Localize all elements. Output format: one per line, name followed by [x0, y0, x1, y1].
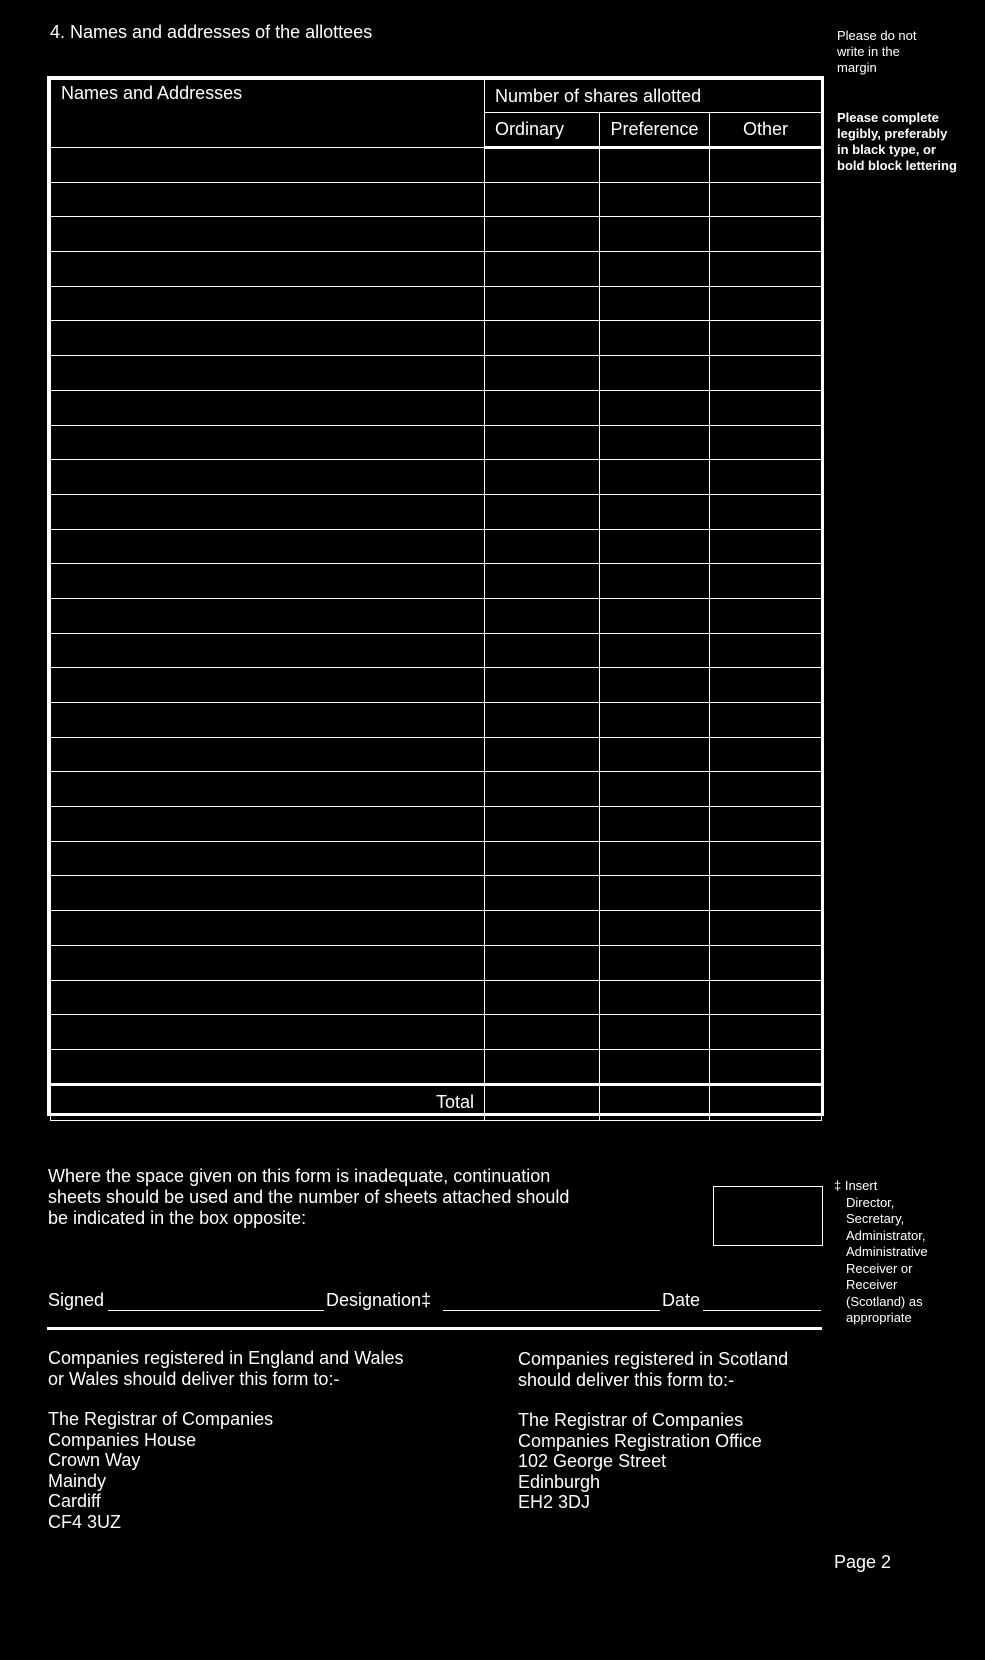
preference-shares-cell[interactable] [600, 564, 710, 599]
ordinary-shares-cell[interactable] [485, 703, 600, 738]
preference-shares-cell[interactable] [600, 911, 710, 946]
allottees-table [50, 79, 822, 1121]
preference-shares-cell[interactable] [600, 980, 710, 1015]
designation-note-line: Secretary, [846, 1211, 905, 1226]
allottee-name-cell[interactable] [51, 807, 485, 842]
ordinary-shares-cell[interactable] [485, 807, 600, 842]
names-addresses-header: Names and Addresses [51, 80, 485, 148]
ordinary-shares-cell[interactable] [485, 217, 600, 252]
signed-label: Signed [48, 1290, 105, 1310]
other-shares-cell[interactable] [710, 841, 822, 876]
preference-shares-cell[interactable] [600, 1015, 710, 1050]
page-number: Page 2 [834, 1552, 892, 1572]
section-divider [47, 1327, 822, 1330]
table-row [51, 529, 822, 564]
address-line: Crown Way [48, 1450, 141, 1470]
ordinary-shares-cell[interactable] [485, 876, 600, 911]
other-shares-cell[interactable] [710, 564, 822, 599]
table-row [51, 286, 822, 321]
allottee-name-cell[interactable] [51, 494, 485, 529]
signed-field[interactable] [108, 1310, 324, 1311]
other-shares-cell[interactable] [710, 356, 822, 391]
other-shares-cell[interactable] [710, 494, 822, 529]
designation-note-line: ‡ Insert [834, 1178, 878, 1193]
preference-shares-cell[interactable] [600, 494, 710, 529]
date-field[interactable] [703, 1310, 821, 1311]
preference-shares-cell[interactable] [600, 529, 710, 564]
designation-field[interactable] [443, 1310, 660, 1311]
instruction-line: Please complete [837, 110, 939, 125]
preference-shares-cell[interactable] [600, 217, 710, 252]
designation-note-line: Receiver or [846, 1260, 913, 1276]
allottee-name-cell[interactable] [51, 668, 485, 703]
preference-shares-cell[interactable] [600, 633, 710, 668]
ordinary-shares-cell[interactable] [485, 460, 600, 495]
preference-shares-cell[interactable] [600, 1049, 710, 1084]
ordinary-shares-cell[interactable] [485, 980, 600, 1015]
table-row [51, 911, 822, 946]
allottee-name-cell[interactable] [51, 1049, 485, 1084]
table-row [51, 841, 822, 876]
ordinary-shares-cell[interactable] [485, 356, 600, 391]
ordinary-shares-cell[interactable] [485, 390, 600, 425]
table-row [51, 356, 822, 391]
ordinary-shares-cell[interactable] [485, 911, 600, 946]
other-shares-cell[interactable] [710, 460, 822, 495]
designation-note-line: Administrator, [846, 1227, 926, 1243]
ordinary-shares-cell[interactable] [485, 529, 600, 564]
other-shares-cell[interactable] [710, 425, 822, 460]
scotland-delivery [518, 1349, 788, 1513]
table-row [51, 425, 822, 460]
margin-note-line: Please do not [837, 28, 917, 43]
allottee-name-cell[interactable] [51, 598, 485, 633]
address-line: CF4 3UZ [48, 1511, 122, 1532]
preference-shares-cell[interactable] [600, 356, 710, 391]
table-row [51, 945, 822, 980]
total-preference-cell[interactable] [600, 1084, 710, 1120]
ordinary-shares-cell[interactable] [485, 1015, 600, 1050]
ordinary-shares-cell[interactable] [485, 945, 600, 980]
allottee-name-cell[interactable] [51, 945, 485, 980]
england-delivery [48, 1348, 404, 1532]
table-row [51, 182, 822, 217]
england-heading-line: or Wales should deliver this form to:- [48, 1368, 340, 1389]
scotland-heading-line: should deliver this form to:- [518, 1369, 735, 1390]
ordinary-shares-cell[interactable] [485, 425, 600, 460]
table-row [51, 668, 822, 703]
other-shares-cell[interactable] [710, 1049, 822, 1084]
instruction-line: legibly, preferably [837, 126, 948, 141]
instruction-line: bold block lettering [837, 158, 957, 173]
ordinary-shares-cell[interactable] [485, 598, 600, 633]
preference-shares-cell[interactable] [600, 321, 710, 356]
total-ordinary-cell[interactable] [485, 1084, 600, 1120]
allottee-name-cell[interactable] [51, 1015, 485, 1050]
designation-note [834, 1178, 984, 1327]
scotland-address [518, 1410, 788, 1513]
table-row [51, 564, 822, 599]
other-shares-cell[interactable] [710, 217, 822, 252]
preference-shares-cell[interactable] [600, 807, 710, 842]
table-row [51, 494, 822, 529]
other-shares-cell[interactable] [710, 807, 822, 842]
address-line: Edinburgh [518, 1471, 601, 1492]
address-line: The Registrar of Companies [518, 1410, 744, 1430]
table-row [51, 1015, 822, 1050]
total-row [51, 1084, 822, 1120]
table-row [51, 876, 822, 911]
continuation-instructions [48, 1166, 648, 1229]
allottee-name-cell[interactable] [51, 148, 485, 183]
ordinary-shares-cell[interactable] [485, 148, 600, 183]
designation-note-line: Administrative [846, 1244, 928, 1259]
table-row [51, 737, 822, 772]
preference-shares-cell[interactable] [600, 945, 710, 980]
ordinary-shares-cell[interactable] [485, 633, 600, 668]
other-shares-cell[interactable] [710, 980, 822, 1015]
date-label: Date [662, 1290, 701, 1310]
preference-shares-cell[interactable] [600, 148, 710, 183]
other-shares-cell[interactable] [710, 529, 822, 564]
address-line: EH2 3DJ [518, 1492, 591, 1512]
ordinary-shares-cell[interactable] [485, 737, 600, 772]
allottee-name-cell[interactable] [51, 772, 485, 807]
table-row [51, 252, 822, 287]
address-line: Cardiff [48, 1491, 101, 1511]
allottee-name-cell[interactable] [51, 182, 485, 217]
preference-shares-cell[interactable] [600, 182, 710, 217]
other-shares-cell[interactable] [710, 390, 822, 425]
england-heading-line: Companies registered in England and Wales [48, 1348, 404, 1368]
other-shares-cell[interactable] [710, 633, 822, 668]
table-row [51, 1049, 822, 1084]
preference-column-header: Preference [600, 113, 710, 148]
other-shares-cell[interactable] [710, 876, 822, 911]
completion-instruction [837, 110, 982, 174]
preference-shares-cell[interactable] [600, 252, 710, 287]
total-other-cell[interactable] [710, 1084, 822, 1120]
ordinary-shares-cell[interactable] [485, 494, 600, 529]
designation-note-line: Receiver [846, 1277, 898, 1292]
other-shares-cell[interactable] [710, 668, 822, 703]
allottee-name-cell[interactable] [51, 876, 485, 911]
table-row [51, 807, 822, 842]
address-line: Companies Registration Office [518, 1430, 762, 1451]
allottee-name-cell[interactable] [51, 356, 485, 391]
other-shares-cell[interactable] [710, 182, 822, 217]
preference-shares-cell[interactable] [600, 668, 710, 703]
allottee-name-cell[interactable] [51, 390, 485, 425]
preference-shares-cell[interactable] [600, 425, 710, 460]
shares-allotted-header: Number of shares allotted [485, 80, 822, 113]
table-row [51, 460, 822, 495]
section-title: 4. Names and addresses of the allottees [50, 22, 373, 42]
margin-note-line: margin [837, 60, 877, 75]
allottee-name-cell[interactable] [51, 911, 485, 946]
preference-shares-cell[interactable] [600, 598, 710, 633]
allottee-name-cell[interactable] [51, 252, 485, 287]
margin-note-line: write in the [837, 44, 900, 59]
table-row [51, 772, 822, 807]
table-row [51, 980, 822, 1015]
other-shares-cell[interactable] [710, 737, 822, 772]
ordinary-shares-cell[interactable] [485, 321, 600, 356]
designation-note-line: appropriate [846, 1310, 912, 1325]
ordinary-shares-cell[interactable] [485, 772, 600, 807]
england-address [48, 1409, 404, 1532]
preference-shares-cell[interactable] [600, 841, 710, 876]
other-shares-cell[interactable] [710, 321, 822, 356]
continuation-sheets-box[interactable] [713, 1186, 823, 1246]
other-shares-cell[interactable] [710, 703, 822, 738]
instruction-line: in black type, or [837, 142, 936, 157]
designation-note-line: (Scotland) as [846, 1293, 923, 1309]
table-row [51, 148, 822, 183]
table-row [51, 390, 822, 425]
other-shares-cell[interactable] [710, 286, 822, 321]
allottee-name-cell[interactable] [51, 841, 485, 876]
ordinary-shares-cell[interactable] [485, 182, 600, 217]
margin-note [837, 28, 977, 76]
allottee-name-cell[interactable] [51, 529, 485, 564]
other-shares-cell[interactable] [710, 1015, 822, 1050]
address-line: The Registrar of Companies [48, 1409, 274, 1429]
other-shares-cell[interactable] [710, 148, 822, 183]
designation-note-line: Director, [846, 1194, 895, 1210]
other-shares-cell[interactable] [710, 252, 822, 287]
address-line: Companies House [48, 1429, 197, 1450]
other-shares-cell[interactable] [710, 772, 822, 807]
ordinary-shares-cell[interactable] [485, 286, 600, 321]
ordinary-shares-cell[interactable] [485, 1049, 600, 1084]
total-label: Total [51, 1084, 485, 1120]
other-shares-cell[interactable] [710, 945, 822, 980]
other-column-header: Other [710, 113, 822, 148]
preference-shares-cell[interactable] [600, 390, 710, 425]
address-line: 102 George Street [518, 1451, 667, 1471]
allottee-name-cell[interactable] [51, 286, 485, 321]
continuation-line: sheets should be used and the number of sheets attached should [48, 1187, 570, 1207]
allottee-name-cell[interactable] [51, 460, 485, 495]
allottee-name-cell[interactable] [51, 633, 485, 668]
preference-shares-cell[interactable] [600, 703, 710, 738]
allottee-name-cell[interactable] [51, 425, 485, 460]
preference-shares-cell[interactable] [600, 876, 710, 911]
other-shares-cell[interactable] [710, 598, 822, 633]
allottee-name-cell[interactable] [51, 217, 485, 252]
table-row [51, 633, 822, 668]
table-row [51, 703, 822, 738]
table-row [51, 598, 822, 633]
allottee-name-cell[interactable] [51, 980, 485, 1015]
preference-shares-cell[interactable] [600, 737, 710, 772]
table-row [51, 217, 822, 252]
scotland-heading-line: Companies registered in Scotland [518, 1349, 789, 1369]
allottee-name-cell[interactable] [51, 737, 485, 772]
preference-shares-cell[interactable] [600, 772, 710, 807]
ordinary-shares-cell[interactable] [485, 668, 600, 703]
table-row [51, 321, 822, 356]
allottee-name-cell[interactable] [51, 564, 485, 599]
designation-label: Designation‡ [326, 1290, 432, 1310]
ordinary-shares-cell[interactable] [485, 252, 600, 287]
address-line: Maindy [48, 1470, 107, 1491]
allottee-name-cell[interactable] [51, 321, 485, 356]
other-shares-cell[interactable] [710, 911, 822, 946]
ordinary-column-header: Ordinary [485, 113, 600, 148]
ordinary-shares-cell[interactable] [485, 841, 600, 876]
preference-shares-cell[interactable] [600, 286, 710, 321]
ordinary-shares-cell[interactable] [485, 564, 600, 599]
preference-shares-cell[interactable] [600, 460, 710, 495]
continuation-line: Where the space given on this form is inadequate, continuation [48, 1166, 551, 1186]
allottee-name-cell[interactable] [51, 703, 485, 738]
continuation-line: be indicated in the box opposite: [48, 1208, 307, 1228]
